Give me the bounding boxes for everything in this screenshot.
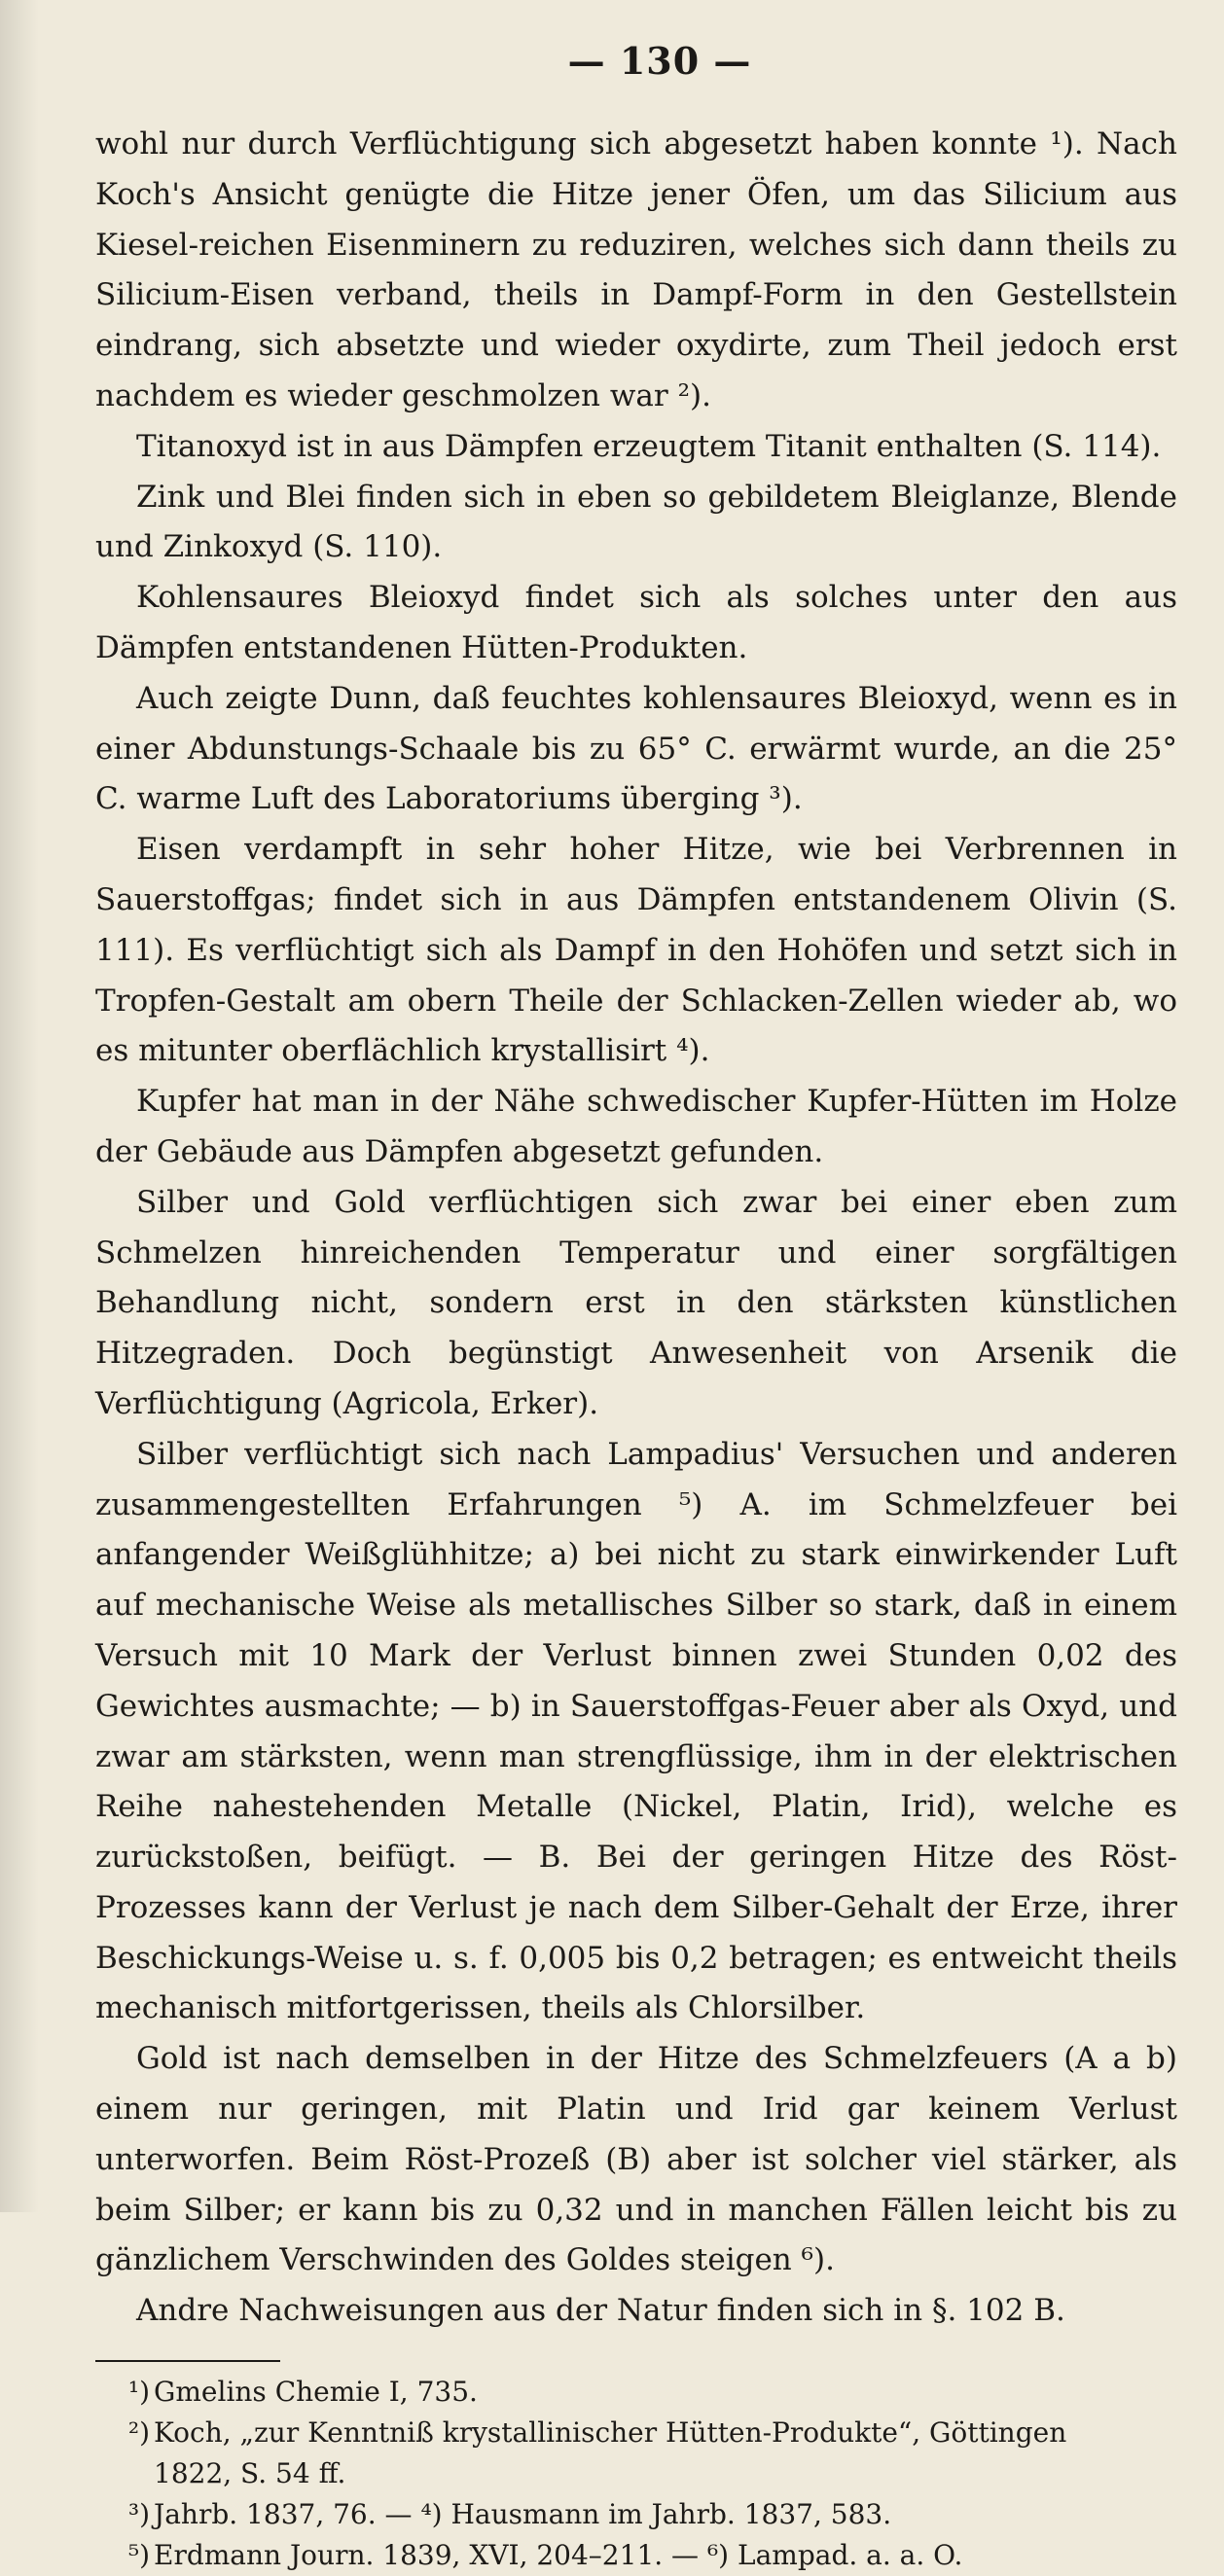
- footnote-text: Erdmann Journ. 1839, XVI, 204–211. — ⁶) Lampad. a. a. O.: [154, 2539, 963, 2572]
- paragraph: Kupfer hat man in der Nähe schwedischer Kupfer-Hütten im Holze der Gebäude aus Dämpfen abgesetzt gefunden.: [95, 1084, 1177, 1169]
- footnote-mark: ⁵): [127, 2539, 150, 2572]
- paragraph: Silber und Gold verflüchtigen sich zwar bei einer eben zum Schmelzen hinreichenden Temperatur und einer sorgfältigen Behandlung nicht, sondern erst in den stärksten künstlichen Hitzegraden. Doch begünstigt Anwesenheit von Arsenik die Verflüchtigung (Agricola, Erker).: [95, 1184, 1177, 1421]
- paragraph: Auch zeigte Dunn, daß feuchtes kohlensaures Bleioxyd, wenn es in einer Abdunstungs-Schaale bis zu 65° C. erwärmt wurde, an die 25° C. warme Luft des Laboratoriums überging ³).: [95, 680, 1177, 817]
- footnote: [95, 2494, 1177, 2535]
- page-number: — 130 —: [567, 39, 752, 83]
- paragraph: Eisen verdampft in sehr hoher Hitze, wie bei Verbrennen in Sauerstoffgas; findet sich in aus Dämpfen entstandenem Olivin (S. 111). Es verflüchtigt sich als Dampf in den Hohöfen und setzt sich in Tropfen-Gestalt am obern Theile der Schlacken-Zellen wieder ab, wo es mitunter oberflächlich krystallisirt ⁴).: [95, 832, 1177, 1069]
- paragraph: Gold ist nach demselben in der Hitze des Schmelzfeuers (A a b) einem nur geringen, mit Platin und Irid gar keinem Verlust unterworfen. Beim Röst-Prozeß (B) aber ist solcher viel stärker, als beim Silber; er kann bis zu 0,32 und in manchen Fällen leicht bis zu gänzlichem Verschwinden des Goldes steigen ⁶).: [95, 2041, 1177, 2278]
- paragraph: Zink und Blei finden sich in eben so gebildetem Bleiglanze, Blende und Zinkoxyd (S. 110).: [95, 479, 1177, 565]
- body-text: [95, 120, 1177, 2337]
- footnote: [95, 2372, 1177, 2413]
- footnote-continuation: 1822, S. 54 ff.: [154, 2457, 346, 2490]
- footnote-mark: ²): [127, 2416, 150, 2450]
- footnote: [95, 2535, 1177, 2576]
- paragraph: Kohlensaures Bleioxyd findet sich als solches unter den aus Dämpfen entstandenen Hütten-Produkten.: [95, 580, 1177, 665]
- footnote-divider: [95, 2360, 280, 2362]
- footnote-text: Gmelins Chemie I, 735.: [154, 2376, 478, 2409]
- footnote-text: Jahrb. 1837, 76. — ⁴) Hausmann im Jahrb. 1837, 583.: [154, 2498, 892, 2531]
- paragraph: Titanoxyd ist in aus Dämpfen erzeugtem Titanit enthalten (S. 114).: [136, 428, 1162, 464]
- footnote-text: Koch, „zur Kenntniß krystallinischer Hütten-Produkte“, Göttingen: [154, 2416, 1067, 2450]
- footnote-mark: ¹): [127, 2376, 150, 2409]
- footnote-mark: ³): [127, 2498, 150, 2531]
- footnotes: [95, 2372, 1177, 2576]
- footnote: [95, 2413, 1177, 2494]
- footnote-body: [154, 2413, 1177, 2494]
- paragraph: Silber verflüchtigt sich nach Lampadius' Versuchen und anderen zusammengestellten Erfahrungen ⁵) A. im Schmelzfeuer bei anfangender Weißglühhitze; a) bei nicht zu stark einwirkender Luft auf mechanische Weise als metallisches Silber so stark, daß in einem Versuch mit 10 Mark der Verlust binnen zwei Stunden 0,02 des Gewichtes ausmachte; — b) in Sauerstoffgas-Feuer aber als Oxyd, und zwar am stärksten, wenn man strengflüssige, ihm in der elektrischen Reihe nahestehenden Metalle (Nickel, Platin, Irid), welche es zurückstoßen, beifügt. — B. Bei der geringen Hitze des Röst-Prozesses kann der Verlust je nach dem Silber-Gehalt der Erze, ihrer Beschickungs-Weise u. s. f. 0,005 bis 0,2 betragen; es entweicht theils mechanisch mitfortgerissen, theils als Chlorsilber.: [95, 1436, 1177, 2026]
- paragraph: Andre Nachweisungen aus der Natur finden sich in §. 102 B.: [136, 2293, 1065, 2329]
- paragraph: wohl nur durch Verflüchtigung sich abgesetzt haben konnte ¹). Nach Koch's Ansicht genügte die Hitze jener Öfen, um das Silicium aus Kiesel-reichen Eisenminern zu reduziren, welches sich dann theils zu Silicium-Eisen verband, theils in Dampf-Form in den Gestellstein eindrang, sich absetzte und wieder oxydirte, zum Theil jedoch erst nachdem es wieder geschmolzen war ²).: [95, 126, 1177, 413]
